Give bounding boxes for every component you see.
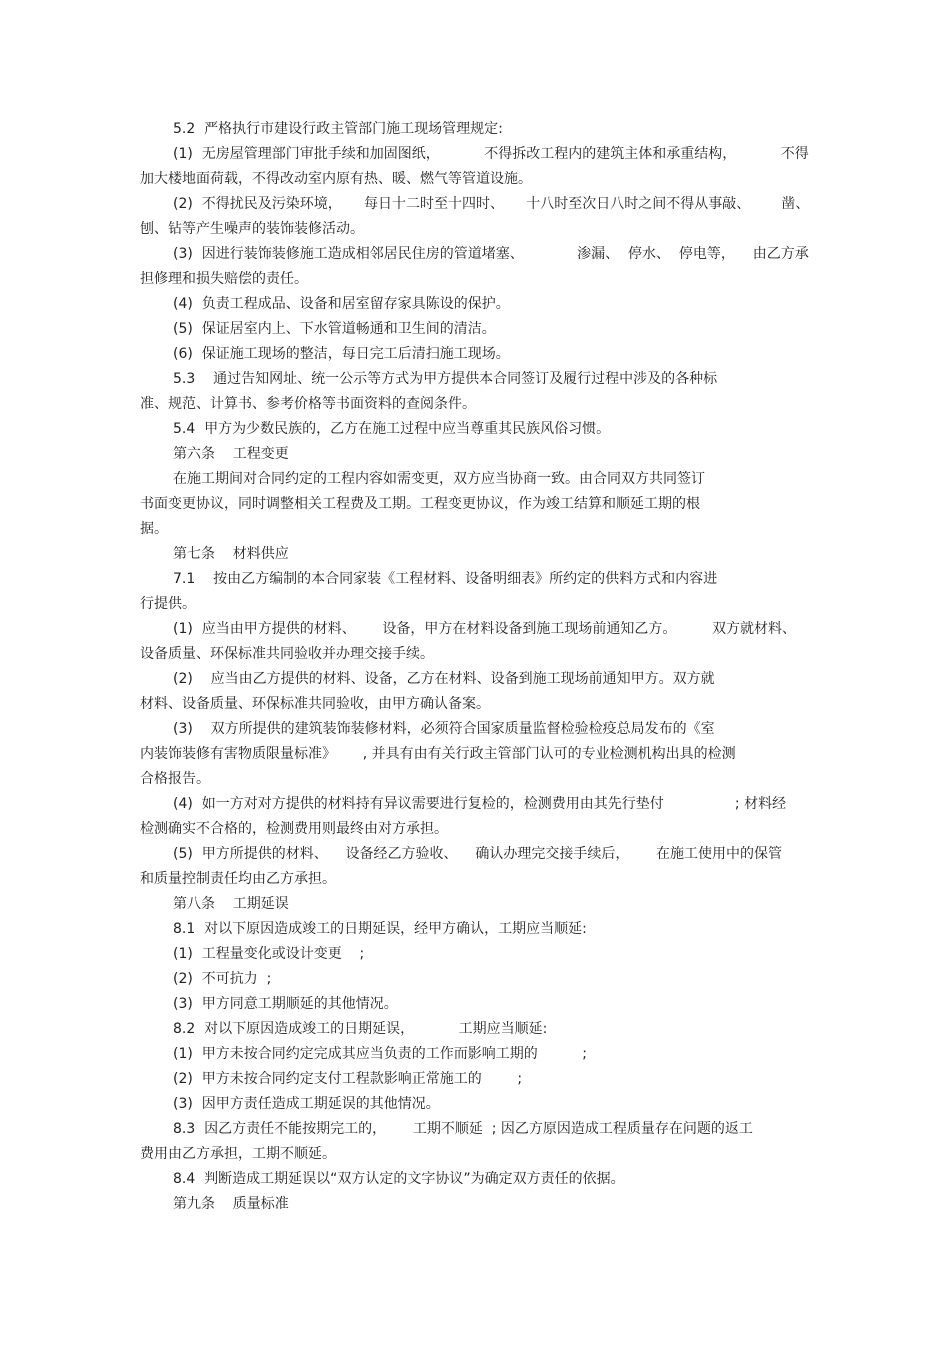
clause-5-3-line1: 5.3 通过告知网址、统一公示等方式为甲方提供本合同签订及履行过程中涉及的各种标 (173, 371, 718, 387)
clause-5-2-2-line1: (2) 不得扰民及污染环境， 每日十二时至十四时、 十八时至次日八时之间不得从事敲、 凿、 (173, 196, 810, 212)
clause-5-2-1-line1: (1) 无房屋管理部门审批手续和加固图纸， 不得拆改工程内的建筑主体和承重结构， 不得 (173, 146, 809, 162)
clause-8-2-1: (1) 甲方未按合同约定完成其应当负责的工作而影响工期的 ; (173, 1046, 587, 1062)
clause-7-1-5-line2: 和质量控制责任均由乙方承担。 (140, 871, 336, 887)
clause-5-2-2-line2: 刨、钻等产生噪声的装饰装修活动。 (140, 221, 364, 237)
article-6-para-line2: 书面变更协议，同时调整相关工程费及工期。工程变更协议，作为竣工结算和顺延工期的根 (140, 496, 700, 512)
clause-5-2-6: (6) 保证施工现场的整洁，每日完工后清扫施工现场。 (173, 346, 510, 362)
article-6-para-line3: 据。 (140, 521, 168, 537)
clause-7-1-4-line1: (4) 如一方对对方提供的材料持有异议需要进行复检的，检测费用由其先行垫付 ; 材料经 (173, 796, 787, 812)
article-6-para-line1: 在施工期间对合同约定的工程内容如需变更，双方应当协商一致。由合同双方共同签订 (173, 471, 705, 487)
clause-5-2-1-line2: 加大楼地面荷载，不得改动室内原有热、暖、燃气等管道设施。 (140, 171, 532, 187)
clause-8-1-3: (3) 甲方同意工期顺延的其他情况。 (173, 996, 398, 1012)
clause-8-3-line2: 费用由乙方承担，工期不顺延。 (140, 1146, 336, 1162)
clause-7-1-3-line3: 合格报告。 (140, 771, 210, 787)
clause-5-2-4: (4) 负责工程成品、设备和居室留存家具陈设的保护。 (173, 296, 510, 312)
clause-5-2-5: (5) 保证居室内上、下水管道畅通和卫生间的清洁。 (173, 321, 496, 337)
clause-8-1-1: (1) 工程量变化或设计变更 ; (173, 946, 365, 962)
clause-8-1: 8.1 对以下原因造成竣工的日期延误，经甲方确认，工期应当顺延: (173, 921, 587, 937)
article-8-heading: 第八条 工期延误 (173, 896, 289, 912)
clause-7-1-3-line1: (3) 双方所提供的建筑装饰装修材料，必须符合国家质量监督检验检疫总局发布的《室 (173, 721, 715, 737)
clause-8-2: 8.2 对以下原因造成竣工的日期延误， 工期应当顺延: (173, 1021, 548, 1037)
clause-5-4: 5.4 甲方为少数民族的，乙方在施工过程中应当尊重其民族风俗习惯。 (173, 421, 611, 437)
clause-5-2: 5.2 严格执行市建设行政主管部门施工现场管理规定: (173, 121, 503, 137)
clause-5-2-3-line2: 担修理和损失赔偿的责任。 (140, 271, 308, 287)
clause-7-1-1-line2: 设备质量、环保标准共同验收并办理交接手续。 (140, 646, 434, 662)
clause-7-1-2-line1: (2) 应当由乙方提供的材料、设备，乙方在材料、设备到施工现场前通知甲方。双方就 (173, 671, 715, 687)
clause-7-1-line2: 行提供。 (140, 596, 196, 612)
clause-7-1-1-line1: (1) 应当由甲方提供的材料、 设备，甲方在材料设备到施工现场前通知乙方。 双方就材料、 (173, 621, 797, 637)
article-7-heading: 第七条 材料供应 (173, 546, 289, 562)
clause-5-3-line2: 准、规范、计算书、参考价格等书面资料的查阅条件。 (140, 396, 476, 412)
clause-8-2-3: (3) 因甲方责任造成工期延误的其他情况。 (173, 1096, 440, 1112)
article-9-heading: 第九条 质量标准 (173, 1196, 289, 1212)
clause-5-2-3-line1: (3) 因进行装饰装修施工造成相邻居民住房的管道堵塞、 渗漏、 停水、 停电等， 由乙方承 (173, 246, 809, 262)
clause-8-2-2: (2) 甲方未按合同约定支付工程款影响正常施工的 ; (173, 1071, 523, 1087)
clause-8-1-2: (2) 不可抗力 ; (173, 971, 272, 987)
clause-8-4: 8.4 判断造成工期延误以“双方认定的文字协议”为确定双方责任的依据。 (173, 1171, 625, 1187)
article-6-heading: 第六条 工程变更 (173, 446, 289, 462)
clause-7-1-line1: 7.1 按由乙方编制的本合同家装《工程材料、设备明细表》所约定的供料方式和内容进 (173, 571, 718, 587)
clause-7-1-4-line2: 检测确实不合格的，检测费用则最终由对方承担。 (140, 821, 448, 837)
clause-8-3-line1: 8.3 因乙方责任不能按期完工的， 工期不顺延 ; 因乙方原因造成工程质量存在问题的返工 (173, 1121, 753, 1137)
clause-7-1-2-line2: 材料、设备质量、环保标准共同验收，由甲方确认备案。 (140, 696, 490, 712)
clause-7-1-3-line2: 内装饰装修有害物质限量标准》 , 并具有由有关行政主管部门认可的专业检测机构出具的检测 (140, 746, 736, 762)
clause-7-1-5-line1: (5) 甲方所提供的材料、 设备经乙方验收、 确认办理完交接手续后， 在施工使用中的保管 (173, 846, 783, 862)
